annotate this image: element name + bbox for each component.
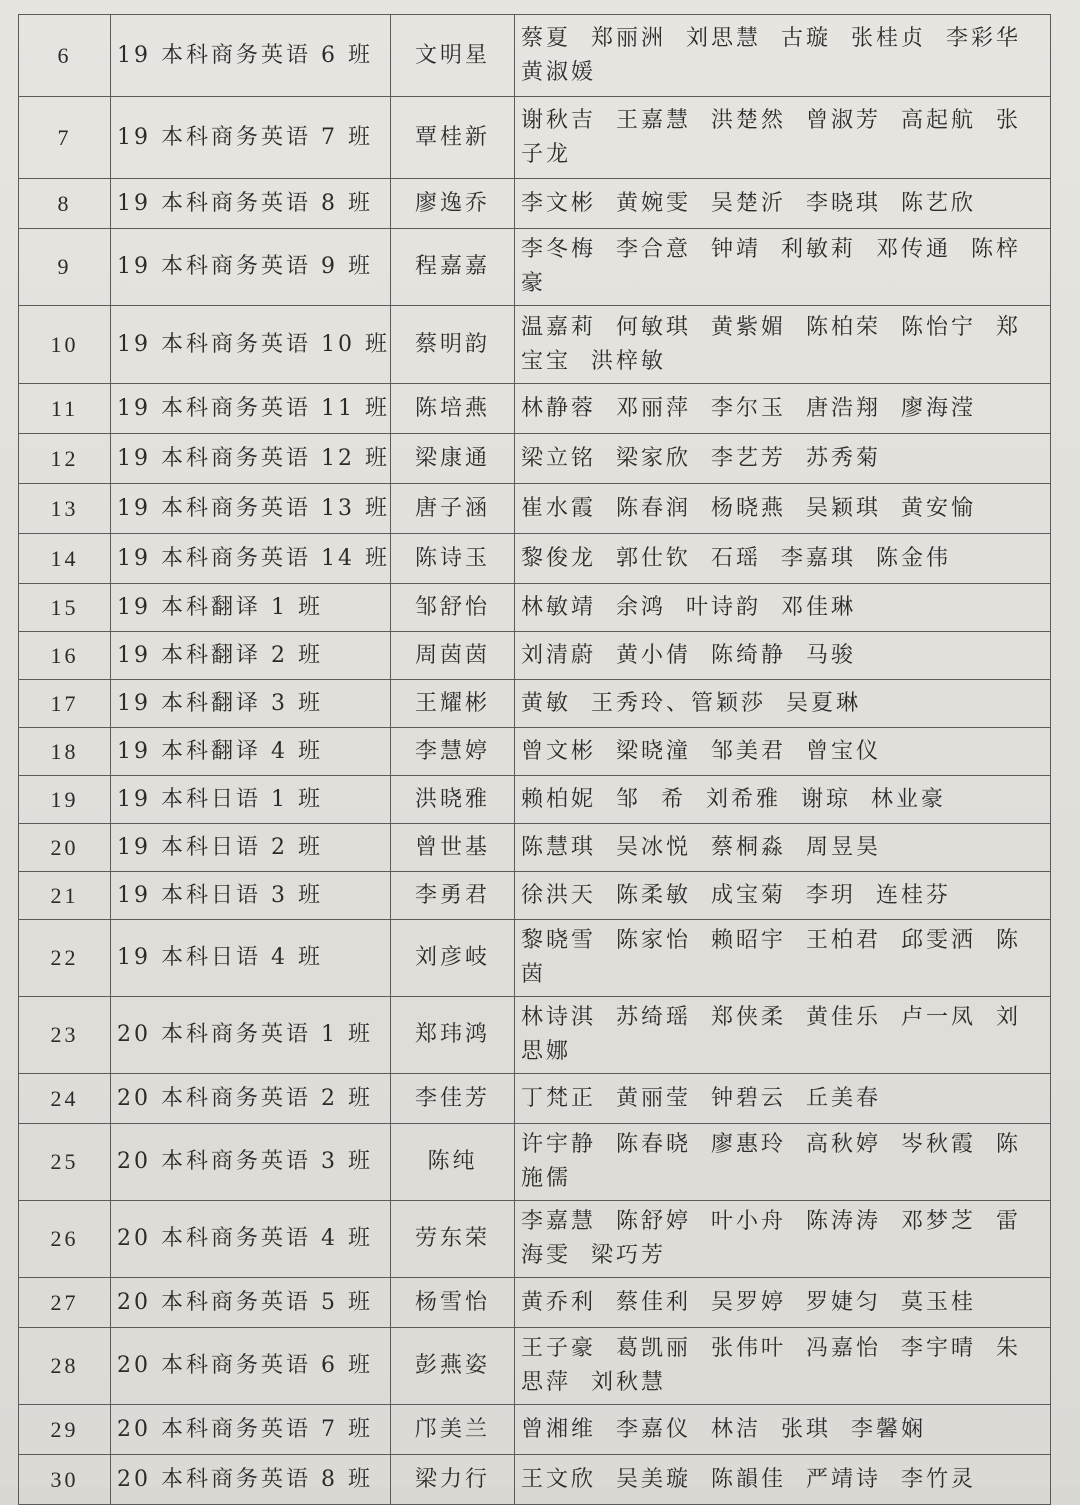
advisor-name: 陈培燕	[391, 384, 515, 434]
member-list: 赖柏妮 邹 希 刘希雅 谢琼 林业豪	[515, 776, 1051, 824]
advisor-name: 蔡明韵	[391, 306, 515, 384]
advisor-name: 陈诗玉	[391, 534, 515, 584]
member-list: 李嘉慧 陈舒婷 叶小舟 陈涛涛 邓梦芝 雷海雯 梁巧芳	[515, 1201, 1051, 1278]
class-name: 19 本科翻译 1 班	[111, 584, 391, 632]
table-row	[19, 1405, 1051, 1455]
member-list: 林诗淇 苏绮瑶 郑侠柔 黄佳乐 卢一凤 刘思娜	[515, 997, 1051, 1074]
table-row	[19, 229, 1051, 306]
row-number: 22	[19, 920, 111, 997]
table-row	[19, 584, 1051, 632]
table-row	[19, 872, 1051, 920]
row-number: 26	[19, 1201, 111, 1278]
table-row	[19, 680, 1051, 728]
advisor-name: 李佳芳	[391, 1074, 515, 1124]
advisor-name: 程嘉嘉	[391, 229, 515, 306]
table-row	[19, 1124, 1051, 1201]
advisor-name: 李慧婷	[391, 728, 515, 776]
member-list: 李冬梅 李合意 钟靖 利敏莉 邓传通 陈梓豪	[515, 229, 1051, 306]
row-number: 10	[19, 306, 111, 384]
member-list: 崔水霞 陈春润 杨晓燕 吴颖琪 黄安愉	[515, 484, 1051, 534]
row-number: 19	[19, 776, 111, 824]
table-row	[19, 1201, 1051, 1278]
table-row	[19, 728, 1051, 776]
class-name: 19 本科商务英语 11 班	[111, 384, 391, 434]
row-number: 12	[19, 434, 111, 484]
advisor-name: 梁力行	[391, 1455, 515, 1505]
class-name: 20 本科商务英语 1 班	[111, 997, 391, 1074]
class-name: 19 本科日语 2 班	[111, 824, 391, 872]
advisor-name: 彭燕姿	[391, 1328, 515, 1405]
row-number: 27	[19, 1278, 111, 1328]
class-name: 20 本科商务英语 7 班	[111, 1405, 391, 1455]
advisor-name: 郑玮鸿	[391, 997, 515, 1074]
advisor-name: 邝美兰	[391, 1405, 515, 1455]
member-list: 黄敏 王秀玲、管颖莎 吴夏琳	[515, 680, 1051, 728]
row-number: 25	[19, 1124, 111, 1201]
class-name: 20 本科商务英语 6 班	[111, 1328, 391, 1405]
row-number: 13	[19, 484, 111, 534]
table-row	[19, 15, 1051, 97]
class-name: 20 本科商务英语 8 班	[111, 1455, 391, 1505]
table-row	[19, 1328, 1051, 1405]
table-row	[19, 1278, 1051, 1328]
row-number: 6	[19, 15, 111, 97]
member-list: 黎俊龙 郭仕钦 石瑶 李嘉琪 陈金伟	[515, 534, 1051, 584]
table-row	[19, 824, 1051, 872]
table-row	[19, 920, 1051, 997]
table-row	[19, 534, 1051, 584]
class-name: 19 本科商务英语 14 班	[111, 534, 391, 584]
class-name: 20 本科商务英语 4 班	[111, 1201, 391, 1278]
advisor-name: 梁康通	[391, 434, 515, 484]
table-row	[19, 306, 1051, 384]
member-list: 蔡夏 郑丽洲 刘思慧 古璇 张桂贞 李彩华 黄淑媛	[515, 15, 1051, 97]
class-roster-table	[18, 14, 1051, 1505]
member-list: 徐洪天 陈柔敏 成宝菊 李玥 连桂芬	[515, 872, 1051, 920]
member-list: 许宇静 陈春晓 廖惠玲 高秋婷 岑秋霞 陈施儒	[515, 1124, 1051, 1201]
table-row	[19, 1074, 1051, 1124]
class-name: 19 本科商务英语 8 班	[111, 179, 391, 229]
advisor-name: 覃桂新	[391, 97, 515, 179]
row-number: 7	[19, 97, 111, 179]
class-name: 19 本科商务英语 12 班	[111, 434, 391, 484]
member-list: 王子豪 葛凯丽 张伟叶 冯嘉怡 李宇晴 朱思萍 刘秋慧	[515, 1328, 1051, 1405]
class-name: 20 本科商务英语 5 班	[111, 1278, 391, 1328]
row-number: 28	[19, 1328, 111, 1405]
member-list: 曾湘维 李嘉仪 林洁 张琪 李馨娴	[515, 1405, 1051, 1455]
member-list: 梁立铭 梁家欣 李艺芳 苏秀菊	[515, 434, 1051, 484]
member-list: 黎晓雪 陈家怡 赖昭宇 王柏君 邱雯洒 陈茵	[515, 920, 1051, 997]
table-row	[19, 434, 1051, 484]
advisor-name: 唐子涵	[391, 484, 515, 534]
table-row	[19, 1455, 1051, 1505]
class-name: 20 本科商务英语 2 班	[111, 1074, 391, 1124]
advisor-name: 陈纯	[391, 1124, 515, 1201]
member-list: 谢秋吉 王嘉慧 洪楚然 曾淑芳 高起航 张子龙	[515, 97, 1051, 179]
row-number: 14	[19, 534, 111, 584]
class-name: 19 本科日语 4 班	[111, 920, 391, 997]
member-list: 林敏靖 余鸿 叶诗韵 邓佳琳	[515, 584, 1051, 632]
member-list: 黄乔利 蔡佳利 吴罗婷 罗婕匀 莫玉桂	[515, 1278, 1051, 1328]
row-number: 21	[19, 872, 111, 920]
class-name: 19 本科商务英语 10 班	[111, 306, 391, 384]
class-name: 19 本科商务英语 6 班	[111, 15, 391, 97]
table-row	[19, 484, 1051, 534]
advisor-name: 王耀彬	[391, 680, 515, 728]
advisor-name: 邹舒怡	[391, 584, 515, 632]
member-list: 曾文彬 梁晓潼 邹美君 曾宝仪	[515, 728, 1051, 776]
row-number: 15	[19, 584, 111, 632]
member-list: 温嘉莉 何敏琪 黄紫媚 陈柏荣 陈怡宁 郑宝宝 洪梓敏	[515, 306, 1051, 384]
advisor-name: 曾世基	[391, 824, 515, 872]
advisor-name: 刘彦岐	[391, 920, 515, 997]
class-name: 19 本科日语 1 班	[111, 776, 391, 824]
row-number: 23	[19, 997, 111, 1074]
class-name: 19 本科日语 3 班	[111, 872, 391, 920]
class-name: 19 本科翻译 3 班	[111, 680, 391, 728]
class-name: 19 本科商务英语 7 班	[111, 97, 391, 179]
row-number: 29	[19, 1405, 111, 1455]
table-row	[19, 997, 1051, 1074]
table-row	[19, 384, 1051, 434]
row-number: 8	[19, 179, 111, 229]
row-number: 20	[19, 824, 111, 872]
class-name: 19 本科商务英语 13 班	[111, 484, 391, 534]
member-list: 王文欣 吴美璇 陈韻佳 严靖诗 李竹灵	[515, 1455, 1051, 1505]
class-name: 19 本科商务英语 9 班	[111, 229, 391, 306]
member-list: 李文彬 黄婉雯 吴楚沂 李晓琪 陈艺欣	[515, 179, 1051, 229]
class-name: 20 本科商务英语 3 班	[111, 1124, 391, 1201]
row-number: 17	[19, 680, 111, 728]
member-list: 丁梵正 黄丽莹 钟碧云 丘美春	[515, 1074, 1051, 1124]
row-number: 24	[19, 1074, 111, 1124]
advisor-name: 劳东荣	[391, 1201, 515, 1278]
advisor-name: 李勇君	[391, 872, 515, 920]
table-row	[19, 776, 1051, 824]
class-name: 19 本科翻译 2 班	[111, 632, 391, 680]
row-number: 16	[19, 632, 111, 680]
row-number: 11	[19, 384, 111, 434]
advisor-name: 周茵茵	[391, 632, 515, 680]
row-number: 30	[19, 1455, 111, 1505]
advisor-name: 廖逸乔	[391, 179, 515, 229]
table-row	[19, 179, 1051, 229]
row-number: 9	[19, 229, 111, 306]
table-row	[19, 97, 1051, 179]
member-list: 林静蓉 邓丽萍 李尔玉 唐浩翔 廖海滢	[515, 384, 1051, 434]
advisor-name: 杨雪怡	[391, 1278, 515, 1328]
advisor-name: 文明星	[391, 15, 515, 97]
advisor-name: 洪晓雅	[391, 776, 515, 824]
row-number: 18	[19, 728, 111, 776]
class-name: 19 本科翻译 4 班	[111, 728, 391, 776]
member-list: 陈慧琪 吴冰悦 蔡桐淼 周昱昊	[515, 824, 1051, 872]
member-list: 刘清蔚 黄小倩 陈绮静 马骏	[515, 632, 1051, 680]
table-row	[19, 632, 1051, 680]
